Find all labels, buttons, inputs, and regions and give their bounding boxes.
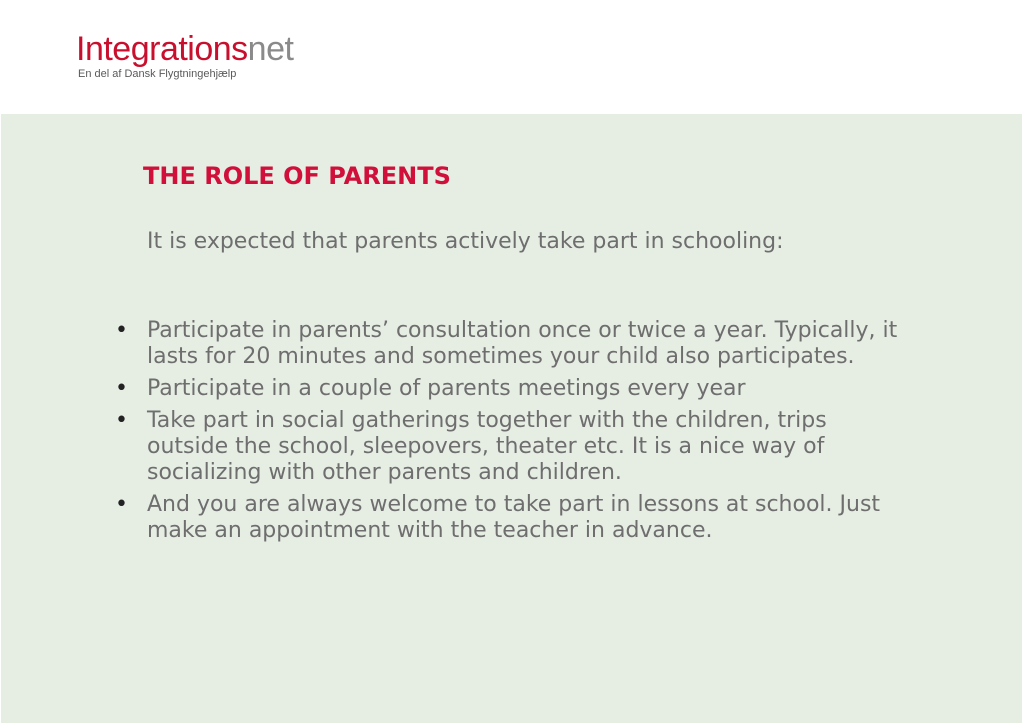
bullet-list: [115, 318, 907, 550]
intro-text: It is expected that parents actively take part in schooling:: [147, 229, 784, 254]
bullet-item: [115, 408, 907, 486]
bullet-item: [115, 376, 907, 402]
bullet-text: Participate in a couple of parents meetings every year: [147, 376, 746, 401]
slide-content: [1, 114, 1022, 723]
bullet-icon: •: [115, 318, 128, 343]
bullet-text: And you are always welcome to take part in lessons at school. Just make an appointment with the teacher in advance.: [147, 492, 881, 543]
bullet-text: Participate in parents’ consultation once or twice a year. Typically, it lasts for 20 minutes and sometimes your child also participates.: [147, 318, 898, 369]
slide-title: THE ROLE OF PARENTS: [143, 162, 451, 190]
slide-header: [0, 0, 1023, 114]
logo-tagline: En del af Dansk Flygtningehjælp: [78, 68, 237, 80]
bullet-item: [115, 318, 907, 370]
integrationsnet-logo: [76, 30, 293, 80]
bullet-text: Take part in social gatherings together with the children, trips outside the school, sleepovers, theater etc. It is a nice way of socializing with other parents and children.: [147, 408, 827, 485]
bullet-icon: •: [115, 408, 128, 433]
bullet-icon: •: [115, 376, 128, 401]
logo-wordmark: [76, 30, 293, 68]
logo-word-suffix: net: [247, 30, 294, 68]
bullet-icon: •: [115, 492, 128, 517]
logo-word-main: Integrations: [76, 30, 248, 68]
bullet-item: [115, 492, 907, 544]
